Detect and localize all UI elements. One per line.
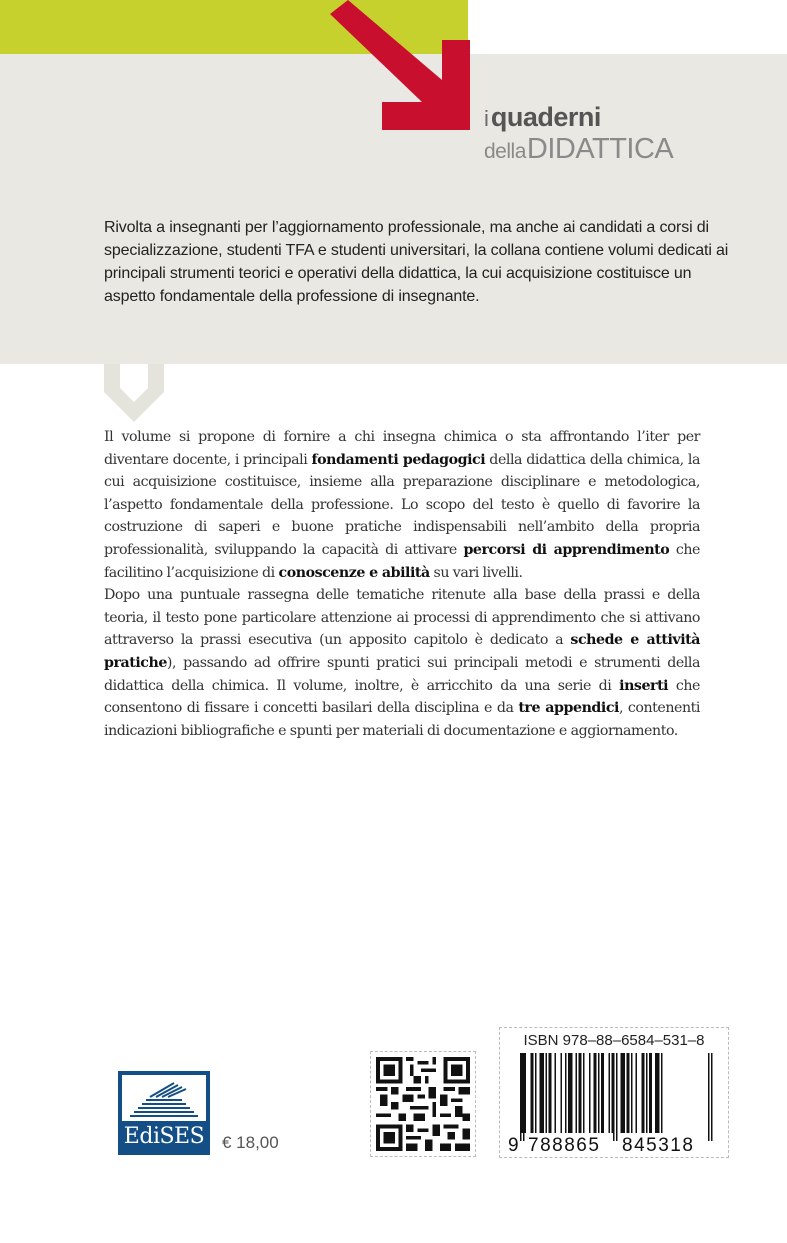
barcode-bar bbox=[561, 1053, 563, 1133]
barcode-bar bbox=[565, 1053, 567, 1133]
barcode-bar bbox=[636, 1053, 638, 1133]
series-prefix: i bbox=[484, 106, 489, 131]
barcode-box bbox=[499, 1027, 729, 1158]
barcode-guard-bar bbox=[523, 1053, 525, 1141]
barcode-bar bbox=[546, 1053, 548, 1133]
barcode-bar bbox=[661, 1053, 663, 1133]
barcode-bar bbox=[540, 1053, 545, 1133]
text-span: , contenenti indicazioni bibliografiche e spunti per materiali di documentazione e aggiornamento. bbox=[104, 700, 701, 739]
bold-span: conoscenze e abilità bbox=[278, 564, 430, 581]
barcode-bar bbox=[531, 1053, 534, 1133]
barcode-right-digits: 845318 bbox=[622, 1135, 695, 1153]
series-logo bbox=[484, 104, 673, 164]
barcode-left-digits: 788865 bbox=[528, 1135, 601, 1153]
barcode-guard-bar bbox=[708, 1053, 710, 1141]
book-description bbox=[104, 426, 700, 742]
barcode-bar bbox=[631, 1053, 633, 1133]
bold-span: schede e attività pratiche bbox=[104, 632, 700, 671]
barcode-first-digit: 9 bbox=[508, 1135, 519, 1153]
book-paragraph-2 bbox=[104, 584, 700, 742]
text-span: Dopo una puntuale rassegna delle tematiche ritenute alla base della prassi e della teoria, il testo pone particolare attenzione ai processi di apprendimento che si attivano attraverso la prassi esecutiva (un apposito capitolo è dedicato a bbox=[104, 587, 700, 649]
barcode-bar bbox=[598, 1053, 600, 1133]
text-span: Il volume si propone di fornire a chi insegna chimica o sta affrontando l’iter per diventare docente, i principali bbox=[104, 429, 700, 468]
barcode-bar bbox=[525, 1053, 527, 1133]
text-span: che facilitino l’acquisizione di bbox=[104, 541, 700, 581]
qr-code bbox=[370, 1051, 476, 1157]
text-span: della didattica della chimica, la cui acquisizione costituisce, insieme alla preparazione disciplinare e metodologica, l’aspetto fondamentale della professione. Lo scopo del testo è quello di favorire la costruzione di saperi e buone pratiche indispensabili nell’ambito della propria professionalità, sviluppando la capacità di attivare bbox=[104, 451, 700, 558]
text-span: ), passando ad offrire spunti pratici sui principali metodi e strumenti della didattica della chimica. Il volume, inoltre, è arricchito da una serie di bbox=[104, 654, 700, 694]
barcode-bar bbox=[642, 1053, 645, 1133]
series-della: della bbox=[484, 140, 526, 163]
bold-span: percorsi di apprendimento bbox=[463, 541, 670, 558]
barcode-bar bbox=[627, 1053, 630, 1133]
barcode-bar bbox=[646, 1053, 648, 1133]
barcode-bar bbox=[589, 1053, 591, 1133]
barcode-bar bbox=[576, 1053, 578, 1133]
barcode-bar bbox=[594, 1053, 597, 1133]
price: € 18,00 bbox=[222, 1133, 279, 1152]
bold-span: inserti bbox=[619, 677, 669, 694]
barcode-bar bbox=[583, 1053, 585, 1133]
isbn-label: ISBN 978–88–6584–531–8 bbox=[523, 1032, 705, 1049]
text-span: su vari livelli. bbox=[429, 564, 523, 581]
series-description: Rivolta a insegnanti per l’aggiornamento professionale, ma anche ai candidati a corsi di specializzazione, studenti TFA e studenti universitari, la collana contiene volumi dedicati ai principali strumenti teorici e operativi della didattica, la cui acquisizione costituisce un aspetto fondamentale della professione di insegnante. bbox=[104, 219, 729, 305]
barcode-guard-bar bbox=[711, 1053, 713, 1141]
barcode-bar bbox=[601, 1053, 604, 1133]
red-arrow-icon bbox=[330, 0, 480, 140]
book-stack-icon bbox=[122, 1075, 206, 1121]
barcode-guard-bar bbox=[613, 1053, 615, 1141]
barcode-bar bbox=[568, 1053, 573, 1133]
grey-arrow-icon bbox=[102, 364, 166, 422]
barcode-icon bbox=[508, 1053, 720, 1153]
series-title: quaderni bbox=[490, 102, 601, 132]
publisher-name: EdiSES bbox=[123, 1124, 205, 1149]
publisher-logo bbox=[118, 1071, 210, 1155]
barcode-bar bbox=[555, 1053, 557, 1133]
series-didattica: DIDATTICA bbox=[526, 133, 674, 165]
bold-span: fondamenti pedagogici bbox=[311, 451, 486, 468]
barcode-bar bbox=[621, 1053, 626, 1133]
barcode-bar bbox=[535, 1053, 537, 1133]
barcode-bar bbox=[579, 1053, 582, 1133]
book-paragraph-1 bbox=[104, 426, 700, 584]
barcode-bar bbox=[655, 1053, 660, 1133]
qr-code-icon bbox=[376, 1057, 470, 1151]
text-span: che consentono di fissare i concetti basilari della disciplina e da bbox=[104, 677, 701, 717]
barcode-bar bbox=[649, 1053, 652, 1133]
bold-span: tre appendici bbox=[518, 700, 619, 717]
barcode-guard-bar bbox=[616, 1053, 618, 1141]
barcode-bar bbox=[609, 1053, 611, 1133]
barcode-guard-bar bbox=[520, 1053, 522, 1141]
barcode-bar bbox=[549, 1053, 552, 1133]
